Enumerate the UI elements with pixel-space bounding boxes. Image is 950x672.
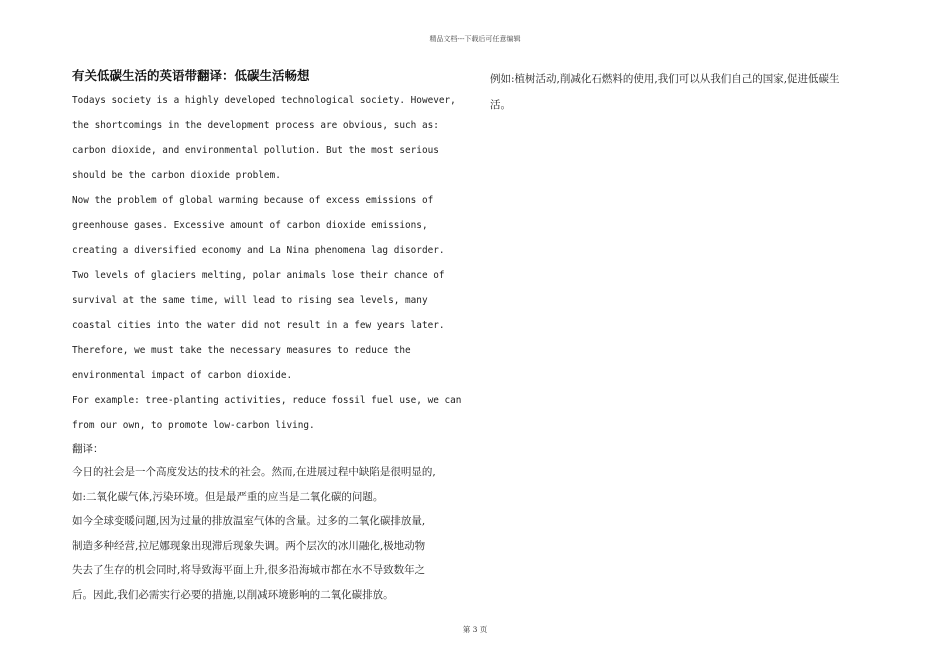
english-line: greenhouse gases. Excessive amount of carbon dioxide emissions, [72,220,428,231]
english-line: Therefore, we must take the necessary measures to reduce the [72,345,411,356]
english-line: Two levels of glaciers melting, polar animals lose their chance of [72,270,445,281]
translation-label: 翻译： [72,443,104,455]
right-column [490,66,880,118]
chinese-line: 如今全球变暖问题,因为过量的排放温室气体的含量。过多的二氧化碳排放量, [72,515,426,527]
english-passage [72,88,472,438]
english-line: should be the carbon dioxide problem. [72,170,281,181]
english-line: from our own, to promote low-carbon living. [72,420,315,431]
english-line: Now the problem of global warming because of excess emissions of [72,195,434,206]
chinese-line: 后。因此,我们必需实行必要的措施,以削减环境影响的二氧化碳排放。 [72,588,394,601]
left-column [72,66,472,607]
english-line: environmental impact of carbon dioxide. [72,370,293,381]
header-note: 精品文档---下载后可任意编辑 [429,35,521,43]
english-line: creating a diversified economy and La Nina phenomena lag disorder. [72,245,445,256]
document-title: 有关低碳生活的英语带翻译：低碳生活畅想 [72,68,310,83]
english-line: coastal cities into the water did not result in a few years later. [72,320,445,331]
english-line: For example: tree-planting activities, reduce fossil fuel use, we can [72,395,462,406]
chinese-line: 今日的社会是一个高度发达的技术的社会。然而,在进展过程中缺陷是很明显的, [72,466,436,478]
english-line: carbon dioxide, and environmental pollution. But the most serious [72,145,439,156]
english-line: Todays society is a highly developed technological society. However, [72,95,456,106]
chinese-translation [72,460,472,607]
english-line: survival at the same time, will lead to rising sea levels, many [72,295,428,306]
chinese-line: 例如:植树活动,削减化石燃料的使用,我们可以从我们自己的国家,促进低碳生 [490,73,840,85]
chinese-line: 制造多种经营,拉尼娜现象出现滞后现象失调。两个层次的冰川融化,极地动物 [72,539,426,552]
chinese-line: 失去了生存的机会同时,将导致海平面上升,很多沿海城市都在水不导致数年之 [72,564,426,576]
page-number: 第 3 页 [462,625,488,634]
english-line: the shortcomings in the development process are obvious, such as: [72,120,439,131]
chinese-line: 活。 [490,99,511,111]
chinese-line: 如:二氧化碳气体,污染环境。但是最严重的应当是二氧化碳的问题。 [72,490,384,503]
